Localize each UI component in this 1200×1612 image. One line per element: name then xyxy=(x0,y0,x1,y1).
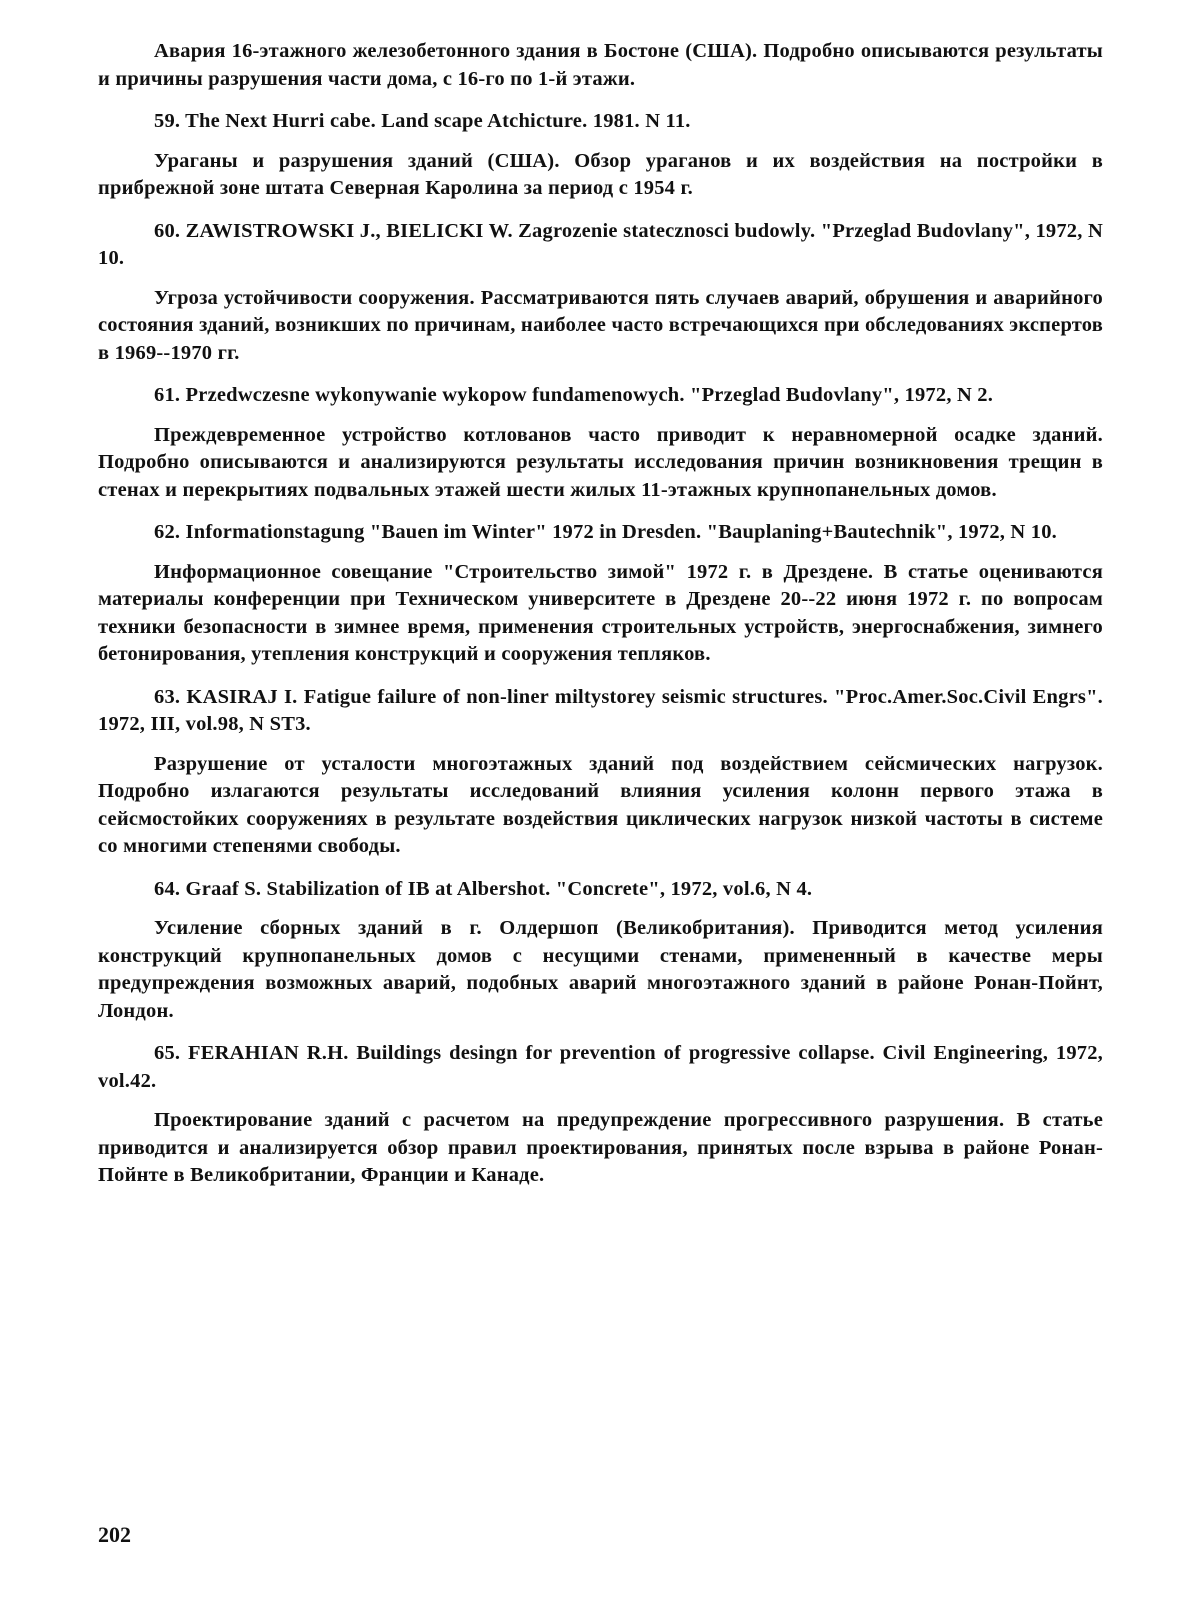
entry-59 xyxy=(98,108,1103,203)
abstract-text: Угроза устойчивости сооружения. Рассматриваются пять случаев аварий, обрушения и аварийного состояния зданий, возникших по причинам, наиболее часто встречающихся при обследованиях экспертов в 1969--1970 гг. xyxy=(98,286,1103,364)
entry-continued xyxy=(98,38,1103,93)
page-body xyxy=(98,38,1103,1205)
reference-text: 59. The Next Hurri cabe. Land scape Atchicture. 1981. N 11. xyxy=(154,110,691,132)
reference-text: 64. Graaf S. Stabilization of IB at Albershot. "Concrete", 1972, vol.6, N 4. xyxy=(154,877,813,900)
entry-62 xyxy=(98,519,1103,669)
entry-61 xyxy=(98,382,1103,504)
reference-text: 61. Przedwczesne wykonywanie wykopow fundamenowych. "Przeglad Budovlany", 1972, N 2. xyxy=(154,384,994,406)
entry-63 xyxy=(98,684,1103,861)
abstract-text: Авария 16-этажного железобетонного здания в Бостоне (США). Подробно описываются результаты и причины разрушения части дома, с 16-го по 1-й этажи. xyxy=(98,40,1103,90)
entry-60 xyxy=(98,218,1103,368)
page-number: 202 xyxy=(98,1522,131,1547)
reference-text: 65. FERAHIAN R.H. Buildings desingn for prevention of progressive collapse. Civil Engineering, 1972, vol.42. xyxy=(98,1042,1103,1092)
abstract-text: Информационное совещание "Строительство зимой" 1972 г. в Дрездене. В статье оцениваются материалы конференции при Техническом университете в Дрездене 20--22 июня 1972 г. по вопросам техники безопасности в зимнее время, применения строительных устройств, энергоснабжения, зимнего бетонирования, утепления конструкций и сооружения тепляков. xyxy=(98,560,1103,665)
abstract-text: Преждевременное устройство котлованов часто приводит к неравномерной осадке зданий. Подробно описываются и анализируются результаты исследования причин возникновения трещин в стенах и перекрытиях подвальных этажей шести жилых 11-этажных крупнопанельных домов. xyxy=(98,423,1103,501)
reference-text: 63. KASIRAJ I. Fatigue failure of non-liner miltystorey seismic structures. "Proc.Amer.Soc.Civil Engrs". 1972, III, vol.98, N ST3. xyxy=(98,685,1103,735)
abstract-text: Усиление сборных зданий в г. Олдершоп (Великобритания). Приводится метод усиления конструкций крупнопанельных домов с несущими стенами, примененный в качестве меры предупреждения возможных аварий, подобных аварий многоэтажного зданий в районе Ронан-Пойнт, Лондон. xyxy=(98,917,1103,1022)
reference-text: 62. Informationstagung "Bauen im Winter" 1972 in Dresden. "Bauplaning+Bautechnik", 1972, N 10. xyxy=(154,521,1057,543)
entry-65 xyxy=(98,1040,1103,1190)
reference-text: 60. ZAWISTROWSKI J., BIELICKI W. Zagrozenie statecznosci budowly. "Przeglad Budovlany", 1972, N 10. xyxy=(98,219,1103,269)
abstract-text: Разрушение от усталости многоэтажных зданий под воздействием сейсмических нагрузок. Подробно излагаются результаты исследований влияния усиления колонн первого этажа в сейсмостойких сооружениях в результате воздействия циклических нагрузок низкой частоты в системе со многими степенями свободы. xyxy=(98,752,1103,857)
entry-64 xyxy=(98,876,1103,1026)
abstract-text: Ураганы и разрушения зданий (США). Обзор ураганов и их воздействия на постройки в прибрежной зоне штата Северная Каролина за период с 1954 г. xyxy=(98,149,1103,199)
abstract-text: Проектирование зданий с расчетом на предупреждение прогрессивного разрушения. В статье приводится и анализируется обзор правил проектирования, принятых после взрыва в районе Ронан-Пойнте в Великобритании, Франции и Канаде. xyxy=(98,1109,1103,1186)
